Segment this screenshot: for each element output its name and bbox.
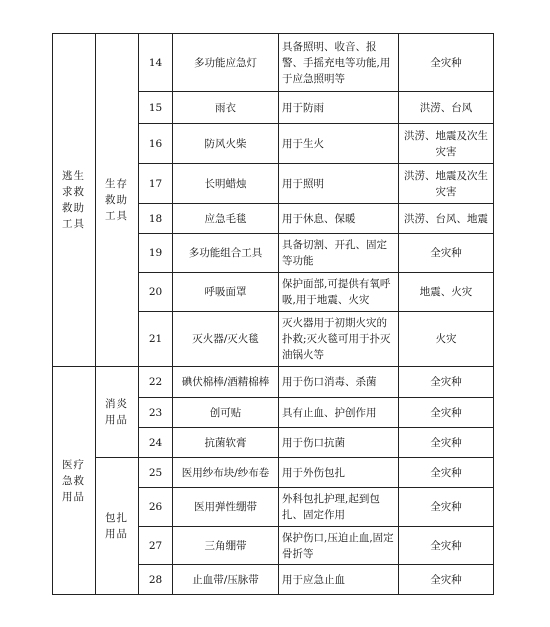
item-name: 灭火器/灭火毯 bbox=[173, 312, 279, 367]
subcategory-label: 包扎用品 bbox=[105, 512, 128, 540]
subcategory-label: 生存救助工具 bbox=[105, 178, 128, 222]
table-row bbox=[53, 34, 494, 92]
item-disaster: 火灾 bbox=[399, 312, 494, 367]
table-row bbox=[53, 367, 494, 398]
row-number: 22 bbox=[139, 367, 173, 398]
table-row bbox=[53, 458, 494, 488]
row-number: 26 bbox=[139, 488, 173, 527]
item-use: 用于生火 bbox=[279, 124, 399, 164]
row-number: 18 bbox=[139, 204, 173, 234]
row-number: 14 bbox=[139, 34, 173, 92]
row-number: 21 bbox=[139, 312, 173, 367]
item-use: 具备切割、开孔、固定等功能 bbox=[279, 234, 399, 273]
item-name: 医用弹性绷带 bbox=[173, 488, 279, 527]
item-use: 保护面部,可提供有氧呼吸,用于地震、火灾 bbox=[279, 273, 399, 312]
item-name: 抗菌软膏 bbox=[173, 428, 279, 458]
item-disaster: 全灾种 bbox=[399, 398, 494, 428]
category-cell bbox=[53, 34, 96, 367]
item-name: 碘伏棉棒/酒精棉棒 bbox=[173, 367, 279, 398]
item-name: 防风火柴 bbox=[173, 124, 279, 164]
category-label: 医疗急救用品 bbox=[62, 458, 85, 503]
item-disaster: 全灾种 bbox=[399, 367, 494, 398]
supplies-table bbox=[52, 33, 494, 595]
row-number: 25 bbox=[139, 458, 173, 488]
item-name: 医用纱布块/纱布卷 bbox=[173, 458, 279, 488]
subcategory-cell bbox=[96, 458, 139, 595]
row-number: 17 bbox=[139, 164, 173, 204]
item-use: 具备照明、收音、报警、手摇充电等功能,用于应急照明等 bbox=[279, 34, 399, 92]
item-use: 保护伤口,压迫止血,固定骨折等 bbox=[279, 527, 399, 565]
row-number: 27 bbox=[139, 527, 173, 565]
item-disaster: 全灾种 bbox=[399, 234, 494, 273]
item-use: 用于伤口消毒、杀菌 bbox=[279, 367, 399, 398]
item-use: 用于休息、保暖 bbox=[279, 204, 399, 234]
row-number: 20 bbox=[139, 273, 173, 312]
item-name: 多功能组合工具 bbox=[173, 234, 279, 273]
item-name: 雨衣 bbox=[173, 92, 279, 124]
item-disaster: 洪涝、地震及次生灾害 bbox=[399, 164, 494, 204]
item-name: 长明蜡烛 bbox=[173, 164, 279, 204]
row-number: 24 bbox=[139, 428, 173, 458]
item-disaster: 全灾种 bbox=[399, 488, 494, 527]
item-name: 止血带/压脉带 bbox=[173, 565, 279, 595]
item-use: 用于照明 bbox=[279, 164, 399, 204]
item-disaster: 洪涝、台风、地震 bbox=[399, 204, 494, 234]
row-number: 28 bbox=[139, 565, 173, 595]
item-disaster: 全灾种 bbox=[399, 458, 494, 488]
item-disaster: 全灾种 bbox=[399, 34, 494, 92]
subcategory-cell bbox=[96, 367, 139, 458]
item-use: 用于外伤包扎 bbox=[279, 458, 399, 488]
item-disaster: 洪涝、地震及次生灾害 bbox=[399, 124, 494, 164]
item-use: 灭火器用于初期火灾的扑救;灭火毯可用于扑灭油锅火等 bbox=[279, 312, 399, 367]
item-disaster: 全灾种 bbox=[399, 565, 494, 595]
subcategory-cell bbox=[96, 34, 139, 367]
row-number: 16 bbox=[139, 124, 173, 164]
item-name: 创可贴 bbox=[173, 398, 279, 428]
item-use: 用于伤口抗菌 bbox=[279, 428, 399, 458]
row-number: 23 bbox=[139, 398, 173, 428]
item-use: 具有止血、护创作用 bbox=[279, 398, 399, 428]
category-label: 逃生求救救助工具 bbox=[62, 170, 85, 230]
subcategory-label: 消炎用品 bbox=[105, 398, 128, 426]
row-number: 19 bbox=[139, 234, 173, 273]
item-name: 应急毛毯 bbox=[173, 204, 279, 234]
item-name: 多功能应急灯 bbox=[173, 34, 279, 92]
category-cell bbox=[53, 367, 96, 595]
item-name: 三角绷带 bbox=[173, 527, 279, 565]
item-use: 用于防雨 bbox=[279, 92, 399, 124]
item-disaster: 全灾种 bbox=[399, 428, 494, 458]
item-disaster: 地震、火灾 bbox=[399, 273, 494, 312]
row-number: 15 bbox=[139, 92, 173, 124]
item-use: 外科包扎护理,起到包扎、固定作用 bbox=[279, 488, 399, 527]
item-use: 用于应急止血 bbox=[279, 565, 399, 595]
item-name: 呼吸面罩 bbox=[173, 273, 279, 312]
item-disaster: 洪涝、台风 bbox=[399, 92, 494, 124]
item-disaster: 全灾种 bbox=[399, 527, 494, 565]
